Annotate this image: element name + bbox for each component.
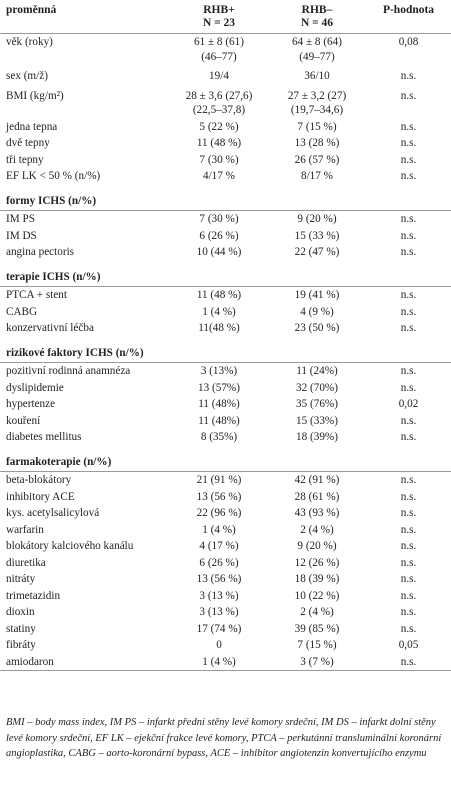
p-value: 0,02 — [398, 398, 419, 410]
rhb-minus-value — [268, 588, 366, 605]
header-rhb-minus-label: RHB– — [301, 4, 333, 16]
rhb-plus-value — [170, 555, 268, 572]
rhb-minus-value — [268, 34, 366, 66]
header-rhb-plus-n: N = 23 — [202, 17, 236, 29]
p-value: n.s. — [400, 589, 417, 602]
row-label: dioxin — [6, 606, 35, 618]
rhb-plus-value-main: 4 (17 %) — [199, 540, 239, 552]
rhb-minus-value-main: 27 ± 3,2 (27) — [287, 89, 347, 102]
p-value: n.s. — [400, 655, 417, 668]
rhb-minus-value-main: 9 (20 %) — [297, 213, 337, 225]
rhb-plus-value-main: 28 ± 3,6 (27,6) — [185, 89, 253, 102]
rhb-plus-value — [170, 168, 268, 185]
rhb-plus-value — [170, 363, 268, 380]
rhb-plus-value-main: 17 (74 %) — [196, 622, 242, 635]
rhb-minus-value — [268, 621, 366, 638]
rhb-minus-value-main: 32 (70%) — [296, 381, 338, 394]
rhb-plus-value — [170, 505, 268, 522]
row-label: inhibitory ACE — [6, 490, 75, 503]
rhb-plus-value — [170, 413, 268, 430]
row-label: blokátory kalciového kanálu — [6, 540, 134, 552]
rhb-plus-value — [170, 472, 268, 489]
table-row — [0, 522, 451, 539]
rhb-plus-value — [170, 571, 268, 588]
rhb-minus-value — [268, 228, 366, 245]
rhb-plus-value — [170, 320, 268, 337]
rhb-minus-value-main: 12 (26 %) — [294, 556, 340, 569]
row-label: kys. acetylsalicylová — [6, 507, 100, 519]
bottom-rule-cell — [0, 671, 451, 672]
p-value: 0,05 — [398, 639, 419, 651]
rhb-plus-value — [170, 34, 268, 66]
table-row — [0, 304, 451, 321]
rhb-plus-value-main: 8 (35%) — [200, 431, 238, 443]
rhb-plus-value-main: 11 (48%) — [198, 414, 240, 427]
table-row — [0, 654, 451, 671]
rhb-plus-value-main: 3 (13 %) — [199, 606, 239, 618]
rhb-plus-value — [170, 152, 268, 169]
rhb-plus-value — [170, 119, 268, 136]
row-label: diabetes mellitus — [6, 431, 82, 443]
rhb-minus-value-main: 7 (15 %) — [297, 120, 337, 133]
row-label: konzervativní léčba — [6, 322, 94, 334]
row-label: kouření — [6, 414, 41, 427]
row-label: angina pectoris — [6, 246, 75, 258]
table-row — [0, 505, 451, 522]
rhb-minus-value-range: (49–77) — [299, 50, 335, 63]
rhb-plus-value-main: 13 (56 %) — [196, 573, 242, 585]
rhb-plus-value — [170, 654, 268, 671]
p-value: n.s. — [400, 523, 417, 536]
rhb-plus-value — [170, 380, 268, 397]
rhb-minus-value — [268, 555, 366, 572]
rhb-minus-value-main: 18 (39%) — [296, 431, 338, 443]
table-row — [0, 538, 451, 555]
rhb-plus-value — [170, 228, 268, 245]
row-label: sex (m/ž) — [6, 70, 48, 82]
rhb-plus-value — [170, 396, 268, 413]
table-row — [0, 34, 451, 66]
p-value: n.s. — [400, 153, 417, 166]
row-label: IM DS — [6, 229, 37, 242]
section-header — [0, 261, 451, 287]
row-label: trimetazidin — [6, 589, 61, 602]
table-row — [0, 320, 451, 337]
table-row — [0, 588, 451, 605]
rhb-minus-value-main: 13 (28 %) — [294, 137, 340, 149]
p-value: n.s. — [366, 287, 451, 304]
section-title: rizikové faktory ICHS (n/%) — [6, 346, 144, 359]
row-label: CABG — [6, 305, 38, 318]
rhb-minus-value — [268, 244, 366, 261]
rhb-minus-value-main: 15 (33 %) — [294, 229, 340, 242]
rhb-plus-value-main: 11 (48 %) — [196, 289, 242, 301]
rhb-plus-value-main: 22 (96 %) — [196, 507, 242, 519]
rhb-minus-value — [268, 65, 366, 85]
rhb-plus-value-main: 1 (4 %) — [202, 523, 236, 536]
row-label: amiodaron — [6, 655, 54, 668]
rhb-plus-value-main: 5 (22 %) — [199, 120, 239, 133]
p-value: 0,08 — [366, 34, 451, 66]
row-label: hypertenze — [6, 398, 56, 410]
rhb-minus-value — [268, 119, 366, 136]
rhb-minus-value-main: 42 (91 %) — [294, 474, 340, 486]
row-label: dvě tepny — [6, 137, 50, 149]
rhb-plus-value — [170, 489, 268, 506]
p-value: n.s. — [400, 89, 417, 102]
rhb-minus-value — [268, 472, 366, 489]
rhb-minus-value — [268, 304, 366, 321]
rhb-minus-value-main: 43 (93 %) — [294, 507, 340, 519]
row-label: pozitivní rodinná anamnéza — [0, 363, 170, 380]
p-value: n.s. — [400, 490, 417, 503]
rhb-minus-value-main: 2 (4 %) — [300, 606, 334, 618]
rhb-plus-value-range: (22,5–37,8) — [192, 104, 246, 116]
table-footnote: BMI – body mass index, IM PS – infarkt přední stěny levé komory srdeční, IM DS – infarkt dolní stěny levé komory srdeční, EF LK – ejekční frakce levé komory, PTCA – perkutánní transluminální koronární angioplastika, CABG – aorto-koronární bypass, ACE – inhibitor angiotenzin konvertujícího enzymu — [6, 717, 442, 759]
rhb-plus-value-main: 4/17 % — [202, 170, 235, 182]
table-bottom-rule — [0, 671, 451, 672]
rhb-minus-value-main: 4 (9 %) — [300, 305, 334, 318]
row-label: věk (roky) — [0, 34, 170, 66]
header-p-value: P-hodnota — [382, 4, 435, 16]
table-row — [0, 555, 451, 572]
rhb-plus-value — [170, 304, 268, 321]
rhb-minus-value — [268, 505, 366, 522]
rhb-plus-value — [170, 211, 268, 228]
row-label: diuretika — [6, 556, 46, 569]
p-value: n.s. — [400, 120, 417, 133]
rhb-plus-value — [170, 604, 268, 621]
rhb-minus-value-main: 22 (47 %) — [294, 246, 340, 258]
p-value: n.s. — [366, 472, 451, 489]
rhb-plus-value — [170, 588, 268, 605]
rhb-plus-value-main: 6 (26 %) — [199, 556, 239, 569]
rhb-minus-value — [268, 489, 366, 506]
header-rhb-minus — [268, 0, 366, 34]
rhb-minus-value — [268, 637, 366, 654]
rhb-minus-value-main: 19 (41 %) — [294, 289, 340, 301]
rhb-minus-value-main: 36/10 — [304, 70, 330, 82]
p-value: n.s. — [400, 70, 417, 82]
rhb-minus-value — [268, 604, 366, 621]
rhb-plus-value-main: 3 (13 %) — [199, 589, 239, 602]
rhb-minus-value-main: 18 (39 %) — [294, 573, 340, 585]
header-rhb-plus-label: RHB+ — [203, 4, 235, 16]
row-label: EF LK < 50 % (n/%) — [6, 170, 101, 182]
rhb-minus-value-main: 2 (4 %) — [300, 523, 334, 536]
table-row — [0, 135, 451, 152]
rhb-minus-value-main: 10 (22 %) — [294, 589, 340, 602]
p-value: n.s. — [400, 556, 417, 569]
p-value: n.s. — [400, 573, 417, 585]
table-row — [0, 152, 451, 169]
row-label: nitráty — [6, 573, 36, 585]
header-variable: proměnná — [6, 4, 57, 16]
p-value: n.s. — [400, 431, 417, 443]
row-label: BMI (kg/m²) — [6, 89, 64, 102]
p-value: n.s. — [400, 229, 417, 242]
table-row — [0, 429, 451, 446]
table-row — [0, 168, 451, 185]
rhb-plus-value-main: 11 (48 %) — [196, 137, 242, 149]
table-row — [0, 244, 451, 261]
table-header — [0, 0, 451, 34]
table-row — [0, 621, 451, 638]
rhb-plus-value — [170, 538, 268, 555]
rhb-plus-value-main: 11(48 %) — [198, 322, 240, 334]
table-body — [0, 34, 451, 672]
rhb-plus-value-main: 13 (56 %) — [196, 490, 242, 503]
rhb-minus-value-main: 8/17 % — [300, 170, 333, 182]
header-rhb-minus-n: N = 46 — [300, 17, 334, 29]
row-label: PTCA + stent — [0, 287, 170, 304]
rhb-minus-value — [268, 522, 366, 539]
rhb-plus-value-main: 61 ± 8 (61) — [194, 36, 244, 48]
p-value: n.s. — [400, 322, 417, 334]
rhb-plus-value-main: 7 (30 %) — [199, 213, 239, 225]
rhb-plus-value-main: 6 (26 %) — [199, 229, 239, 242]
rhb-plus-value — [170, 85, 268, 119]
section-header — [0, 185, 451, 211]
rhb-minus-value — [268, 413, 366, 430]
rhb-minus-value — [268, 380, 366, 397]
rhb-plus-value — [170, 637, 268, 654]
rhb-minus-value-main: 9 (20 %) — [297, 540, 337, 552]
table-row — [0, 637, 451, 654]
p-value: n.s. — [366, 211, 451, 228]
section-title: farmakoterapie (n/%) — [6, 455, 112, 468]
table-row — [0, 571, 451, 588]
table-row — [0, 413, 451, 430]
row-label: warfarin — [6, 523, 44, 536]
table-row — [0, 489, 451, 506]
rhb-plus-value-main: 7 (30 %) — [199, 153, 239, 166]
rhb-minus-value — [268, 571, 366, 588]
section-header — [0, 337, 451, 363]
rhb-plus-value-main: 10 (44 %) — [196, 246, 242, 258]
p-value: n.s. — [400, 507, 417, 519]
rhb-plus-value — [170, 621, 268, 638]
rhb-minus-value-main: 39 (85 %) — [294, 622, 340, 635]
p-value: n.s. — [400, 606, 417, 618]
rhb-minus-value — [268, 135, 366, 152]
table-row — [0, 65, 451, 85]
rhb-plus-value-main: 13 (57%) — [198, 381, 240, 394]
row-label: dyslipidemie — [6, 381, 64, 394]
table-row — [0, 119, 451, 136]
p-value: n.s. — [400, 540, 417, 552]
section-header — [0, 446, 451, 472]
rhb-plus-value-main: 11 (48%) — [198, 398, 240, 410]
p-value: n.s. — [400, 305, 417, 318]
rhb-plus-value-main: 0 — [216, 639, 222, 651]
rhb-minus-value-main: 11 (24%) — [296, 365, 338, 377]
table-row — [0, 472, 451, 489]
rhb-minus-value — [268, 538, 366, 555]
row-label: jedna tepna — [6, 120, 58, 133]
rhb-minus-value — [268, 85, 366, 119]
rhb-minus-value-main: 7 (15 %) — [297, 639, 337, 651]
rhb-plus-value-main: 19/4 — [209, 70, 229, 82]
rhb-minus-value — [268, 320, 366, 337]
row-label: fibráty — [6, 639, 36, 651]
rhb-minus-value-main: 3 (7 %) — [300, 655, 334, 668]
rhb-plus-value — [170, 429, 268, 446]
rhb-minus-value — [268, 396, 366, 413]
rhb-minus-value-main: 64 ± 8 (64) — [292, 36, 342, 48]
p-value: n.s. — [400, 414, 417, 427]
rhb-plus-value — [170, 522, 268, 539]
section-title: formy ICHS (n/%) — [6, 194, 97, 207]
p-value: n.s. — [400, 170, 417, 182]
rhb-minus-value — [268, 429, 366, 446]
rhb-minus-value-range: (19,7–34,6) — [290, 104, 344, 116]
table-row — [0, 396, 451, 413]
table-row — [0, 211, 451, 228]
rhb-plus-value — [170, 287, 268, 304]
row-label: IM PS — [0, 211, 170, 228]
table-row — [0, 228, 451, 245]
rhb-minus-value — [268, 211, 366, 228]
row-label: tři tepny — [6, 153, 44, 166]
rhb-minus-value — [268, 287, 366, 304]
row-label: statiny — [6, 622, 36, 635]
p-value: n.s. — [400, 381, 417, 394]
table-row — [0, 363, 451, 380]
rhb-plus-value — [170, 65, 268, 85]
rhb-minus-value — [268, 654, 366, 671]
rhb-minus-value — [268, 363, 366, 380]
rhb-minus-value-main: 26 (57 %) — [294, 153, 340, 166]
table-row — [0, 604, 451, 621]
rhb-minus-value-main: 35 (76%) — [296, 398, 338, 410]
rhb-plus-value — [170, 244, 268, 261]
rhb-plus-value-main: 3 (13%) — [200, 365, 238, 377]
rhb-minus-value-main: 28 (61 %) — [294, 490, 340, 503]
p-value: n.s. — [400, 137, 417, 149]
rhb-minus-value — [268, 168, 366, 185]
table-row — [0, 287, 451, 304]
p-value: n.s. — [400, 622, 417, 635]
p-value: n.s. — [366, 363, 451, 380]
rhb-minus-value-main: 23 (50 %) — [294, 322, 340, 334]
rhb-plus-value — [170, 135, 268, 152]
section-title: terapie ICHS (n/%) — [6, 270, 101, 283]
rhb-plus-value-main: 21 (91 %) — [196, 474, 242, 486]
row-label: beta-blokátory — [0, 472, 170, 489]
table-row — [0, 380, 451, 397]
p-value: n.s. — [400, 246, 417, 258]
rhb-plus-value-range: (46–77) — [201, 50, 237, 63]
header-rhb-plus — [170, 0, 268, 34]
rhb-plus-value-main: 1 (4 %) — [202, 655, 236, 668]
rhb-minus-value — [268, 152, 366, 169]
rhb-minus-value-main: 15 (33%) — [296, 414, 338, 427]
table-row — [0, 85, 451, 119]
rhb-plus-value-main: 1 (4 %) — [202, 305, 236, 318]
